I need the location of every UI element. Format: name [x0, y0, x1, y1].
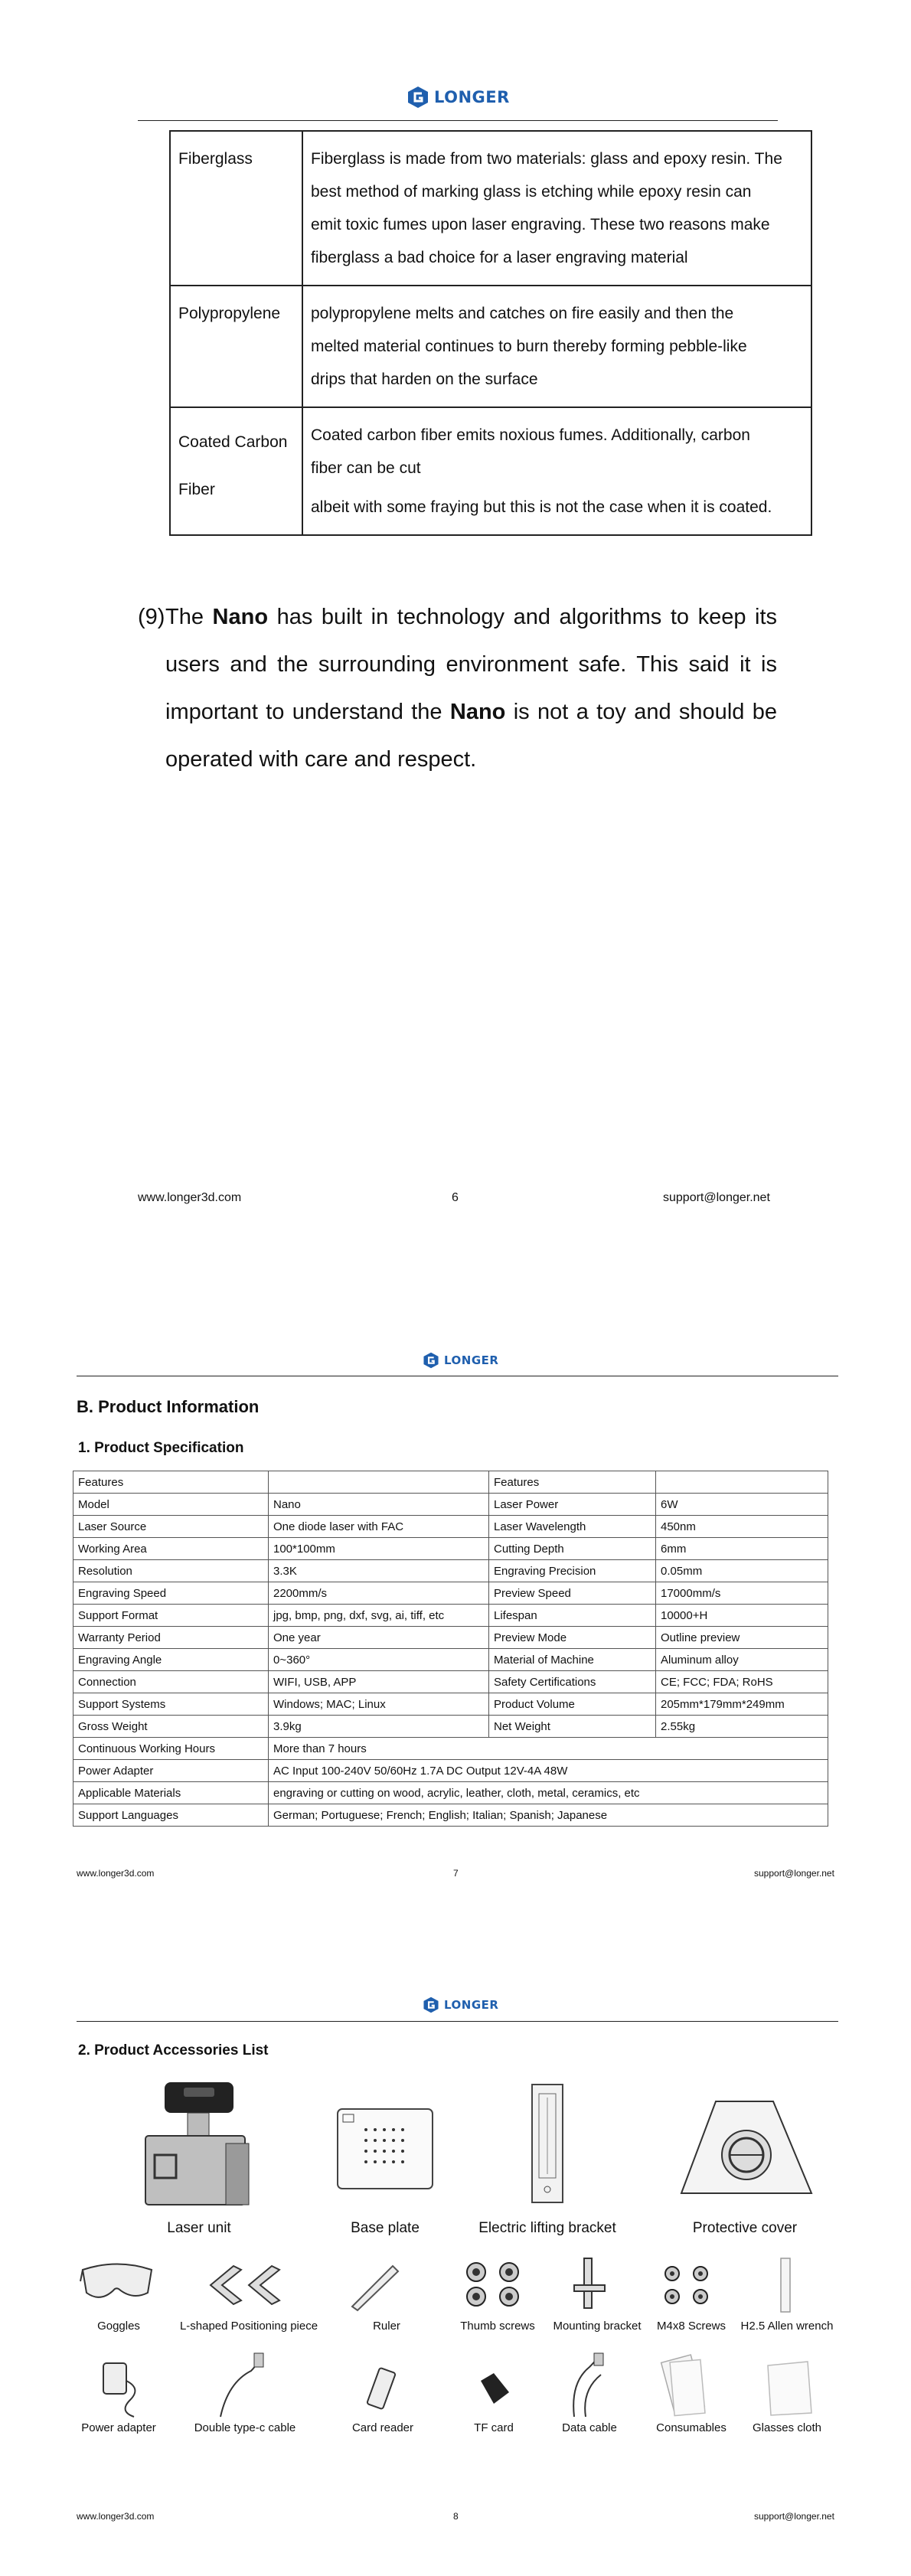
consumables-icon [658, 2352, 712, 2421]
accessory-label: Protective cover [692, 2220, 798, 2236]
spec-cell: Lifespan [489, 1605, 656, 1627]
brand-logo [407, 86, 510, 109]
section-title: B. Product Information [77, 1397, 260, 1416]
table-row [73, 1627, 828, 1649]
positioning-piece-icon [207, 2262, 291, 2308]
spec-cell: 3.3K [269, 1560, 489, 1582]
product-name: Nano [212, 605, 269, 629]
spec-cell: Aluminum alloy [656, 1649, 828, 1671]
accessory-label: Card reader [351, 2421, 414, 2434]
spec-cell: German; Portuguese; French; English; Italian; Spanish; Japanese [269, 1804, 828, 1827]
spec-cell: Warranty Period [73, 1627, 269, 1649]
spec-cell: Cutting Depth [489, 1538, 656, 1560]
spec-cell: Engraving Speed [73, 1582, 269, 1605]
power-adapter-icon [96, 2354, 149, 2419]
desc-line: Coated carbon fiber emits noxious fumes. Additionally, carbon [311, 426, 750, 444]
spec-cell: Support Format [73, 1605, 269, 1627]
table-row [170, 407, 811, 535]
spec-cell: Applicable Materials [73, 1782, 269, 1804]
note-number: (9) [138, 605, 165, 629]
note-text [138, 593, 777, 783]
subsection-title: 1. Product Specification [78, 1440, 244, 1456]
spec-cell: Engraving Precision [489, 1560, 656, 1582]
spec-cell: WIFI, USB, APP [269, 1671, 489, 1693]
note-part: The [165, 605, 213, 629]
type-c-cable-icon [213, 2352, 274, 2421]
material-table [169, 130, 812, 536]
spec-cell: Material of Machine [489, 1649, 656, 1671]
footer-website[interactable]: www.longer3d.com [77, 2511, 155, 2522]
desc-line: emit toxic fumes upon laser engraving. These two reasons make [311, 216, 770, 233]
material-name: Fiberglass [170, 131, 302, 286]
table-row [73, 1582, 828, 1605]
table-row [73, 1738, 828, 1760]
accessory-label: Goggles [97, 2320, 140, 2333]
spec-cell: CE; FCC; FDA; RoHS [656, 1671, 828, 1693]
spec-cell: Laser Wavelength [489, 1516, 656, 1538]
spec-cell: Connection [73, 1671, 269, 1693]
spec-cell: 450nm [656, 1516, 828, 1538]
footer-page-number: 7 [453, 1868, 459, 1879]
desc-line: Fiberglass is made from two materials: glass and epoxy resin. The [311, 150, 782, 168]
spec-cell: 6W [656, 1494, 828, 1516]
card-reader-icon [364, 2362, 402, 2415]
spec-cell: One diode laser with FAC [269, 1516, 489, 1538]
brand-logo [423, 1352, 498, 1369]
material-desc [302, 131, 811, 286]
table-row [73, 1671, 828, 1693]
material-desc [302, 286, 811, 407]
footer-page-number: 6 [452, 1191, 459, 1204]
spec-cell: Features [489, 1471, 656, 1494]
spec-cell: engraving or cutting on wood, acrylic, leather, cloth, metal, ceramics, etc [269, 1782, 828, 1804]
desc-line: drips that harden on the surface [311, 371, 538, 388]
spec-cell: Preview Mode [489, 1627, 656, 1649]
base-plate-icon [335, 2107, 435, 2191]
spec-cell: 0.05mm [656, 1560, 828, 1582]
longer-logo-icon [407, 86, 429, 109]
accessory-label: Data cable [562, 2421, 617, 2434]
accessory-label: Base plate [351, 2220, 420, 2236]
protective-cover-icon [674, 2094, 815, 2201]
accessory-label: Ruler [373, 2320, 400, 2333]
table-row [73, 1471, 828, 1494]
accessory-label: Consumables [656, 2421, 727, 2434]
material-name: Polypropylene [170, 286, 302, 407]
footer-email[interactable]: support@longer.net [663, 1191, 770, 1204]
accessory-label: L-shaped Positioning piece [179, 2320, 318, 2333]
footer-page-number: 8 [453, 2511, 459, 2522]
header-divider [77, 2021, 838, 2022]
spec-cell: Support Systems [73, 1693, 269, 1716]
table-row [73, 1649, 828, 1671]
longer-logo-icon [423, 1996, 439, 2013]
spec-cell: One year [269, 1627, 489, 1649]
spec-cell: Features [73, 1471, 269, 1494]
desc-line: best method of marking glass is etching while epoxy resin can [311, 183, 752, 201]
desc-line: melted material continues to burn thereby forming pebble-like [311, 338, 747, 355]
table-row [73, 1804, 828, 1827]
spec-cell: AC Input 100-240V 50/60Hz 1.7A DC Output 12V-4A 48W [269, 1760, 828, 1782]
accessory-label: Mounting bracket [553, 2320, 642, 2333]
lifting-bracket-icon [528, 2082, 567, 2205]
footer-website[interactable]: www.longer3d.com [77, 1868, 155, 1879]
desc-line: fiber can be cut [311, 459, 421, 477]
table-row [73, 1716, 828, 1738]
spec-cell: 0~360° [269, 1649, 489, 1671]
ruler-icon [348, 2262, 402, 2312]
subsection-title: 2. Product Accessories List [78, 2042, 269, 2059]
spec-cell: More than 7 hours [269, 1738, 828, 1760]
spec-cell: Outline preview [656, 1627, 828, 1649]
spec-cell: 2.55kg [656, 1716, 828, 1738]
table-row [73, 1605, 828, 1627]
m4x8-screws-icon [658, 2262, 716, 2308]
spec-cell: Engraving Angle [73, 1649, 269, 1671]
table-row [73, 1782, 828, 1804]
table-row [170, 286, 811, 407]
spec-cell [269, 1471, 489, 1494]
spec-cell: Gross Weight [73, 1716, 269, 1738]
spec-cell: Windows; MAC; Linux [269, 1693, 489, 1716]
safety-note [138, 593, 777, 783]
table-row [73, 1516, 828, 1538]
spec-cell: Power Adapter [73, 1760, 269, 1782]
spec-cell: Net Weight [489, 1716, 656, 1738]
spec-cell: 17000mm/s [656, 1582, 828, 1605]
laser-unit-icon [138, 2078, 260, 2209]
spec-cell: jpg, bmp, png, dxf, svg, ai, tiff, etc [269, 1605, 489, 1627]
spec-cell: 205mm*179mm*249mm [656, 1693, 828, 1716]
spec-cell: 100*100mm [269, 1538, 489, 1560]
table-row [73, 1560, 828, 1582]
brand-logo [423, 1996, 498, 2013]
accessory-label: Double type-c cable [194, 2421, 296, 2434]
thumb-screws-icon [459, 2258, 532, 2312]
accessory-label: Power adapter [81, 2421, 156, 2434]
desc-line: polypropylene melts and catches on fire easily and then the [311, 305, 734, 322]
table-row [73, 1760, 828, 1782]
accessory-label: Glasses cloth [752, 2421, 822, 2434]
header-divider [138, 120, 778, 121]
allen-wrench-icon [773, 2254, 800, 2316]
table-row [73, 1693, 828, 1716]
longer-logo-icon [423, 1352, 439, 1369]
glasses-cloth-icon [762, 2358, 815, 2419]
note-part: is not a toy and should be operated with care and respect. [165, 700, 777, 772]
material-name: Coated Carbon Fiber [170, 407, 302, 535]
spec-cell: Resolution [73, 1560, 269, 1582]
spec-cell: Product Volume [489, 1693, 656, 1716]
note-part: has built in technology and algorithms to keep its users and the surrounding environment safe. This said it is important to understand the [165, 605, 778, 724]
footer-website[interactable]: www.longer3d.com [138, 1191, 242, 1204]
spec-cell [656, 1471, 828, 1494]
table-row [73, 1538, 828, 1560]
table-row [170, 131, 811, 286]
product-name: Nano [449, 700, 506, 724]
footer-email[interactable]: support@longer.net [754, 1868, 834, 1879]
spec-table [73, 1471, 828, 1827]
desc-line: fiberglass a bad choice for a laser engraving material [311, 249, 688, 266]
spec-cell: 3.9kg [269, 1716, 489, 1738]
accessory-label: Thumb screws [460, 2320, 535, 2333]
accessory-label: TF card [474, 2421, 514, 2434]
spec-cell: 6mm [656, 1538, 828, 1560]
mounting-bracket-icon [570, 2254, 609, 2312]
brand-name: LONGER [444, 1353, 499, 1367]
spec-cell: Safety Certifications [489, 1671, 656, 1693]
footer-email[interactable]: support@longer.net [754, 2511, 834, 2522]
table-row [73, 1494, 828, 1516]
data-cable-icon [567, 2352, 612, 2421]
accessory-label: Laser unit [167, 2220, 231, 2236]
spec-cell: Working Area [73, 1538, 269, 1560]
accessory-label: H2.5 Allen wrench [740, 2320, 834, 2333]
tf-card-icon [475, 2369, 513, 2408]
spec-cell: Laser Power [489, 1494, 656, 1516]
spec-cell: Model [73, 1494, 269, 1516]
accessory-label: Electric lifting bracket [478, 2220, 616, 2236]
material-desc [302, 407, 811, 535]
desc-line: albeit with some fraying but this is not the case when it is coated. [311, 498, 772, 516]
accessory-label: M4x8 Screws [656, 2320, 727, 2333]
brand-name: LONGER [434, 88, 510, 106]
spec-cell: 10000+H [656, 1605, 828, 1627]
brand-name: LONGER [444, 1998, 499, 2012]
spec-cell: 2200mm/s [269, 1582, 489, 1605]
spec-cell: Nano [269, 1494, 489, 1516]
spec-cell: Support Languages [73, 1804, 269, 1827]
spec-cell: Preview Speed [489, 1582, 656, 1605]
goggles-icon [79, 2258, 155, 2308]
spec-cell: Continuous Working Hours [73, 1738, 269, 1760]
spec-cell: Laser Source [73, 1516, 269, 1538]
